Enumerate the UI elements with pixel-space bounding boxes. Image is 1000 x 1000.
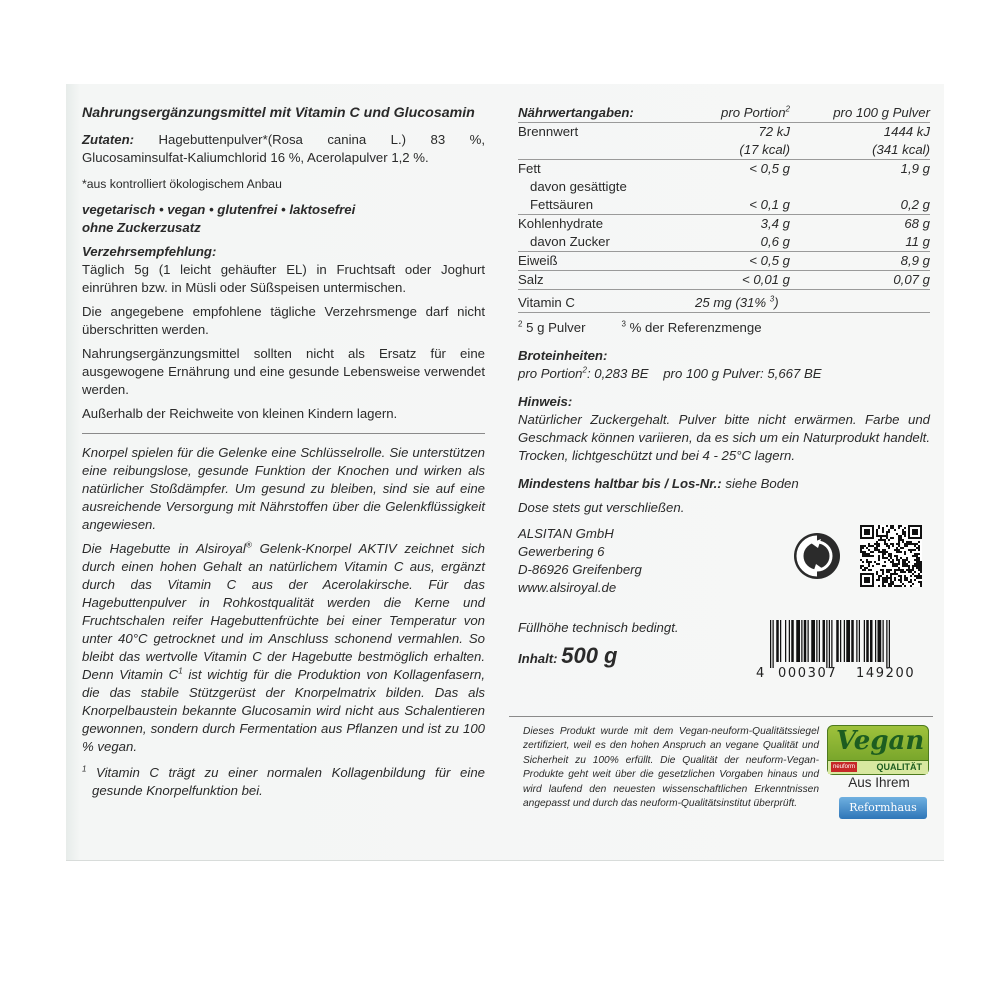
be-100g: pro 100 g Pulver: 5,667 BE (663, 366, 822, 381)
nutrient-per-100g (790, 178, 930, 196)
divider (82, 433, 485, 434)
col-portion-sup: 2 (785, 104, 790, 114)
nutrient-name: Fett (518, 161, 541, 176)
fill-note: Füllhöhe technisch bedingt. (518, 620, 679, 635)
nutrient-portion: < 0,5 g (655, 252, 790, 271)
footnote-ref: 1 (178, 666, 183, 676)
nutrient-per-100g: 8,9 g (790, 252, 930, 271)
nutrient-portion: < 0,5 g (749, 161, 790, 176)
company-street: Gewerbering 6 (518, 544, 605, 559)
col-100g: pro 100 g Pulver (790, 104, 930, 123)
closing-note: Dose stets gut verschließen. (518, 500, 685, 515)
organic-note: *aus kontrolliert ökologischem Anbau (82, 177, 282, 191)
company-website[interactable]: www.alsiroyal.de (518, 580, 617, 595)
diet-line-1: vegetarisch • vegan • glutenfrei • laktosefrei (82, 202, 356, 217)
footnote-reference (622, 319, 762, 337)
col-portion (655, 104, 790, 123)
nutrient-portion: 0,6 g (655, 233, 790, 252)
hint-heading: Hinweis: (518, 394, 573, 409)
nutrition-row (518, 252, 930, 271)
nutrient-name (518, 141, 655, 160)
nutrition-row (518, 141, 930, 160)
desc2-part-c: ist wichtig für die Produktion von Kollagenfasern, die das stabile Stützgerüst der Knorpelmatrix bilden. Das als Knorpelbaustein bekannte Glucosamin wird nicht aus Schalentieren gewonnen, sondern durch Fermentation aus Pflanzen und ist zu 100 % vegan. (82, 667, 485, 754)
footnote-number: 1 (82, 764, 87, 774)
footnote-3-text: % der Referenzmenge (625, 320, 762, 335)
vitamin-sup: 3 (769, 294, 775, 304)
nutrient-portion: < 0,01 g (655, 271, 790, 290)
barcode-first-digit: 4 (756, 666, 766, 681)
nutrition-footnotes (518, 319, 930, 337)
warning-diet: Nahrungsergänzungsmittel sollten nicht als Ersatz für eine ausgewogene Ernährung und eine gesunde Lebensweise verwendet werden. (82, 346, 485, 397)
qr-code-icon (860, 525, 922, 587)
footnote-portion (518, 319, 586, 337)
nutrient-portion: 3,4 g (760, 216, 790, 231)
aus-ihrem-text: Aus Ihrem (848, 775, 910, 790)
nutrient-per-100g: 1,9 g (900, 161, 930, 176)
nutrition-table (518, 104, 930, 313)
nutrition-header-row (518, 104, 930, 123)
nutrient-name: Fettsäuren (518, 196, 655, 215)
content-label: Inhalt: (518, 651, 558, 666)
nutrient-name: davon gesättigte (530, 179, 627, 194)
reformhaus-logo-icon: Reformhaus (839, 797, 927, 819)
nutrient-portion: 72 kJ (758, 124, 790, 139)
company-city: D-86926 Greifenberg (518, 562, 642, 577)
footnote (82, 764, 485, 800)
nutrition-row (518, 233, 930, 252)
left-column (82, 104, 485, 800)
ingredients-text: Hagebuttenpulver*(Rosa canina L.) 83 %, Glucosaminsulfat-Kaliumchlorid 16 %, Acerolapulver 1,2 %. (82, 132, 485, 165)
company-name: ALSITAN GmbH (518, 526, 614, 541)
content-value: 500 g (561, 643, 618, 668)
nutrient-per-100g: 0,07 g (790, 271, 930, 290)
best-before (518, 475, 930, 493)
usage-heading: Verzehrsempfehlung: (82, 244, 217, 259)
vitamin-row (518, 290, 930, 313)
nutrition-row (518, 215, 930, 234)
warning-dosage: Die angegebene empfohlene tägliche Verzehrsmenge darf nicht überschritten werden. (82, 304, 485, 337)
be-portion-label: pro Portion (518, 366, 583, 381)
barcode-icon (770, 620, 932, 668)
nutrition-row (518, 123, 930, 142)
footnote-2-text: 5 g Pulver (522, 320, 586, 335)
nutrition-rows (518, 123, 930, 290)
be-portion-sup: 2 (582, 365, 587, 375)
col-portion-label: pro Portion (721, 105, 786, 120)
footnote-3-sup: 3 (621, 319, 626, 329)
ingredients-label: Zutaten: (82, 132, 135, 147)
nutrient-portion: < 0,1 g (655, 196, 790, 215)
description-2 (82, 540, 485, 756)
nutrient-per-100g: 0,2 g (790, 196, 930, 215)
green-dot-recycling-icon (794, 533, 840, 579)
desc2-part-b: Gelenk-Knorpel AKTIV zeichnet sich durch einen hohen Gehalt an natürlichem Vitamin C aus, ergänzt durch das Vitamin C aus der Acerolakirsche. Für das Hagebuttenpulver in Rohkostqualität werden die Kerne und Fruchtschalen reifer Hagebuttenfrüchte bei einer Temperatur von unter 40°C getrocknet und im Anschluss schonend vermahlen. So bleibt das wertvolle Vitamin C der Hagebutte bestmöglich erhalten. Denn Vitamin C (82, 541, 485, 682)
description-1: Knorpel spielen für die Gelenke eine Schlüsselrolle. Sie unterstützen eine reibungslose, gesunde Funktion der Knochen und wirken als natürlicher Stoßdämpfer. Um gesund zu bleiben, sind sie auf eine ausreichende Versorgung mit Nährstoffen über die Gelenkflüssigkeit angewiesen. (82, 445, 485, 532)
nutrient-name: davon Zucker (518, 233, 655, 252)
vegan-certification-box (509, 716, 933, 825)
hint-text: Natürlicher Zuckergehalt. Pulver bitte nicht erwärmen. Farbe und Geschmack können variieren, da es sich um ein Naturprodukt handelt. Trocken, lichtgeschützt und bei 4 - 25°C lagern. (518, 412, 930, 463)
nutrition-row (518, 271, 930, 290)
barcode-left-digits: 000307 (778, 666, 838, 681)
nutrition-heading: Nährwertangaben: (518, 104, 655, 123)
vitamin-amount: 25 mg (31% (695, 295, 770, 310)
vitamin-close: ) (774, 295, 779, 310)
be-portion-value: : 0,283 BE (586, 366, 649, 381)
nutrient-name: Brennwert (518, 124, 579, 139)
nutrient-per-100g: 68 g (904, 216, 930, 231)
nutrition-row (518, 160, 930, 179)
best-before-label: Mindestens haltbar bis / Los-Nr.: (518, 476, 722, 491)
desc2-part-a: Die Hagebutte in Alsiroyal (82, 541, 246, 556)
nutrient-name: Salz (518, 271, 655, 290)
vitamin-value (655, 290, 930, 313)
barcode-right-digits: 149200 (856, 666, 916, 681)
nutrient-per-100g: (341 kcal) (790, 141, 930, 160)
bread-units-heading: Broteinheiten: (518, 348, 608, 363)
neuform-mark: neuform (832, 764, 855, 770)
registered-mark: ® (245, 540, 252, 550)
nutrient-portion: (17 kcal) (655, 141, 790, 160)
bread-units (518, 365, 930, 383)
vegan-logo-word: Vegan (836, 726, 925, 756)
nutrient-name: Kohlenhydrate (518, 216, 604, 231)
nutrient-per-100g: 11 g (790, 233, 930, 252)
warning-children: Außerhalb der Reichweite von kleinen Kindern lagern. (82, 406, 398, 421)
vegan-text: Dieses Produkt wurde mit dem Vegan-neuform-Qualitätssiegel zertifiziert, weil es den hohen Anspruch an vegane Qualität und Sicherheit zu 100% erfüllt. Die Qualität der neuform-Vegan-Produkte geht weit über die gesetzlichen Vorgaben hinaus und wird laufend den neuesten wissenschaftlichen Erkenntnissen angepasst und durch das neuform-Qualitätsinstitut überprüft. (523, 726, 819, 810)
best-before-value: siehe Boden (721, 476, 799, 491)
manufacturer-block (518, 525, 930, 615)
product-title: Nahrungsergänzungsmittel mit Vitamin C und Glucosamin (82, 105, 475, 121)
vegan-logo-band: QUALITÄT (828, 760, 928, 774)
ingredients (82, 131, 485, 167)
nutrient-name: Eiweiß (518, 252, 655, 271)
footnote-2-sup: 2 (518, 319, 523, 329)
vitamin-name: Vitamin C (518, 290, 655, 313)
nutrient-portion (655, 178, 790, 196)
footnote-text: Vitamin C trägt zu einer normalen Kollagenbildung für eine gesunde Knorpelfunktion bei. (86, 765, 485, 798)
right-column (518, 104, 930, 668)
usage-text: Täglich 5g (1 leicht gehäufter EL) in Fruchtsaft oder Joghurt einrühren bzw. in Müsli oder Süßspeisen untermischen. (82, 262, 485, 295)
vegan-quality-seal-icon (827, 725, 929, 775)
diet-line-2: ohne Zuckerzusatz (82, 220, 201, 235)
nutrient-per-100g: 1444 kJ (883, 124, 930, 139)
nutrition-row (518, 196, 930, 215)
nutrition-row (518, 178, 930, 196)
